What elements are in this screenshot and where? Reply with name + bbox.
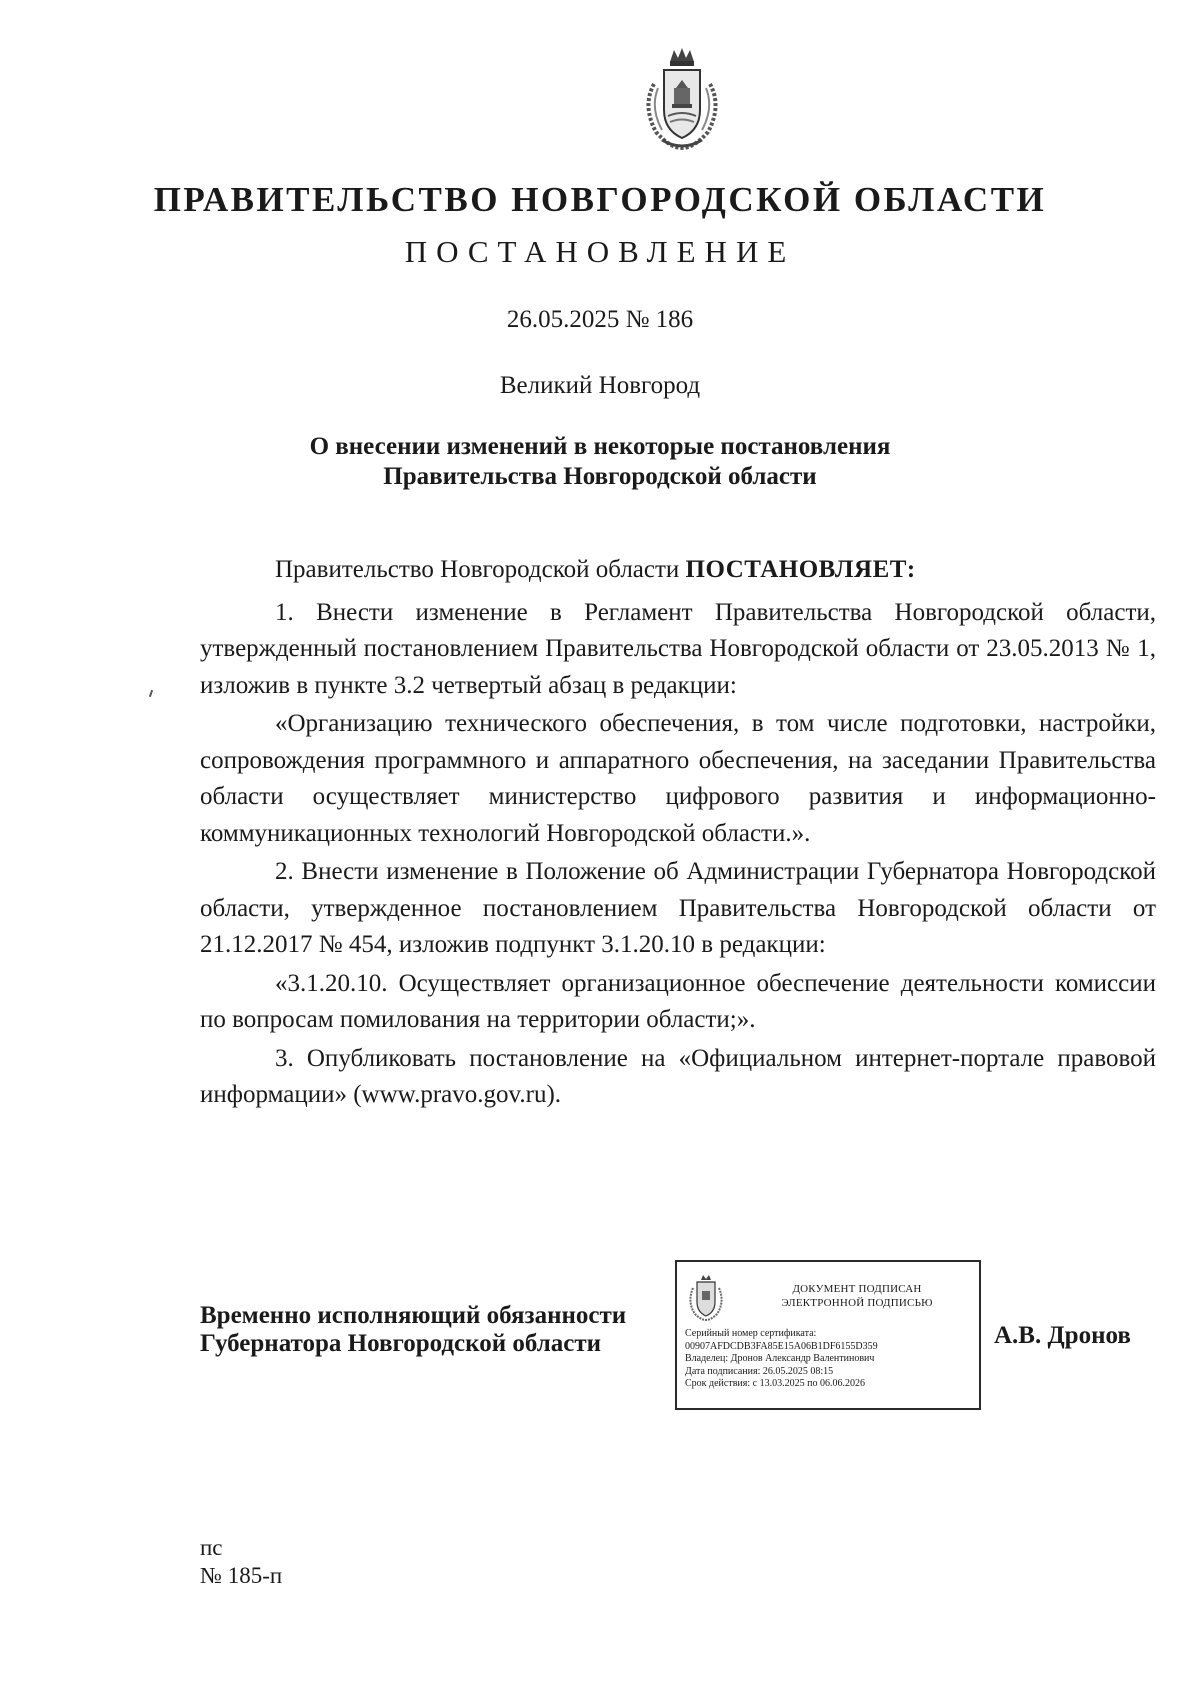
scan-artifact xyxy=(149,690,153,697)
subject-line-2: Правительства Новгородской области xyxy=(383,463,817,490)
electronic-signature-stamp xyxy=(675,1260,981,1410)
stamp-cert-number: 00907AFDCDB3FA85E15A06B1DF6155D359 xyxy=(685,1340,878,1352)
document-type: ПОСТАНОВЛЕНИЕ xyxy=(404,234,796,269)
stamp-owner: Владелец: Дронов Александр Валентинович xyxy=(685,1353,875,1364)
coat-of-arms-icon xyxy=(634,44,730,152)
footer-line-1: пс xyxy=(200,1535,223,1560)
stamp-signed-date: Дата подписания: 26.05.2025 08:15 xyxy=(685,1365,834,1377)
stamp-validity: Срок действия: с 13.03.2025 по 06.06.2026 xyxy=(685,1378,865,1389)
document-date-number: 26.05.2025 № 186 xyxy=(506,306,694,333)
government-title: ПРАВИТЕЛЬСТВО НОВГОРОДСКОЙ ОБЛАСТИ xyxy=(153,180,1047,219)
paragraph-2: 2. Внести изменение в Положение об Администрации Губернатора Новгородской области, утвержденное постановлением Правительства Новгородской области от 21.12.2017 № 454, изложив подпункт 3.1.20.10 в редакции: xyxy=(200,858,1156,958)
signer-role-line-1: Временно исполняющий обязанности xyxy=(200,1302,627,1329)
stamp-details xyxy=(685,1328,977,1391)
intro-text: Правительство Новгородской области xyxy=(275,556,686,583)
stamp-cert-label: Серийный номер сертификата: xyxy=(685,1328,817,1339)
document-city: Великий Новгород xyxy=(499,372,701,399)
signer-role-line-2: Губернатора Новгородской области xyxy=(200,1330,602,1357)
footer-registry xyxy=(200,1534,282,1590)
paragraph-3: 3. Опубликовать постановление на «Официальном интернет-портале правовой информации» (www.pravo.gov.ru). xyxy=(200,1044,1156,1108)
intro-paragraph xyxy=(200,552,1156,589)
stamp-title-line-1: ДОКУМЕНТ ПОДПИСАН xyxy=(792,1283,922,1295)
footer-line-2: № 185-п xyxy=(200,1563,283,1588)
intro-decree-word: ПОСТАНОВЛЯЕТ: xyxy=(685,556,916,583)
stamp-coat-of-arms-icon xyxy=(685,1274,727,1322)
stamp-title-line-2: ЭЛЕКТРОННОЙ ПОДПИСЬЮ xyxy=(781,1297,933,1309)
subject-line-1: О внесении изменений в некоторые постановления xyxy=(309,433,891,460)
paragraph-2-quote: «3.1.20.10. Осуществляет организационное обеспечение деятельности комиссии по вопросам помилования на территории области;». xyxy=(200,969,1156,1033)
signer-role xyxy=(200,1302,626,1358)
paragraph-1-quote: «Организацию технического обеспечения, в том числе подготовки, настройки, сопровождения программного и аппаратного обеспечения, на заседании Правительства области осуществляет министерство цифрового развития и информационно-коммуникационных технологий Новгородской области.». xyxy=(200,710,1156,847)
document-subject xyxy=(0,432,1200,492)
paragraph-1: 1. Внести изменение в Регламент Правительства Новгородской области, утвержденный постановлением Правительства Новгородской области от 23.05.2013 № 1, изложив в пункте 3.2 четвертый абзац в редакции: xyxy=(200,598,1156,699)
document-body xyxy=(200,552,1156,1116)
signer-name: А.В. Дронов xyxy=(994,1322,1131,1349)
stamp-title xyxy=(747,1282,967,1310)
